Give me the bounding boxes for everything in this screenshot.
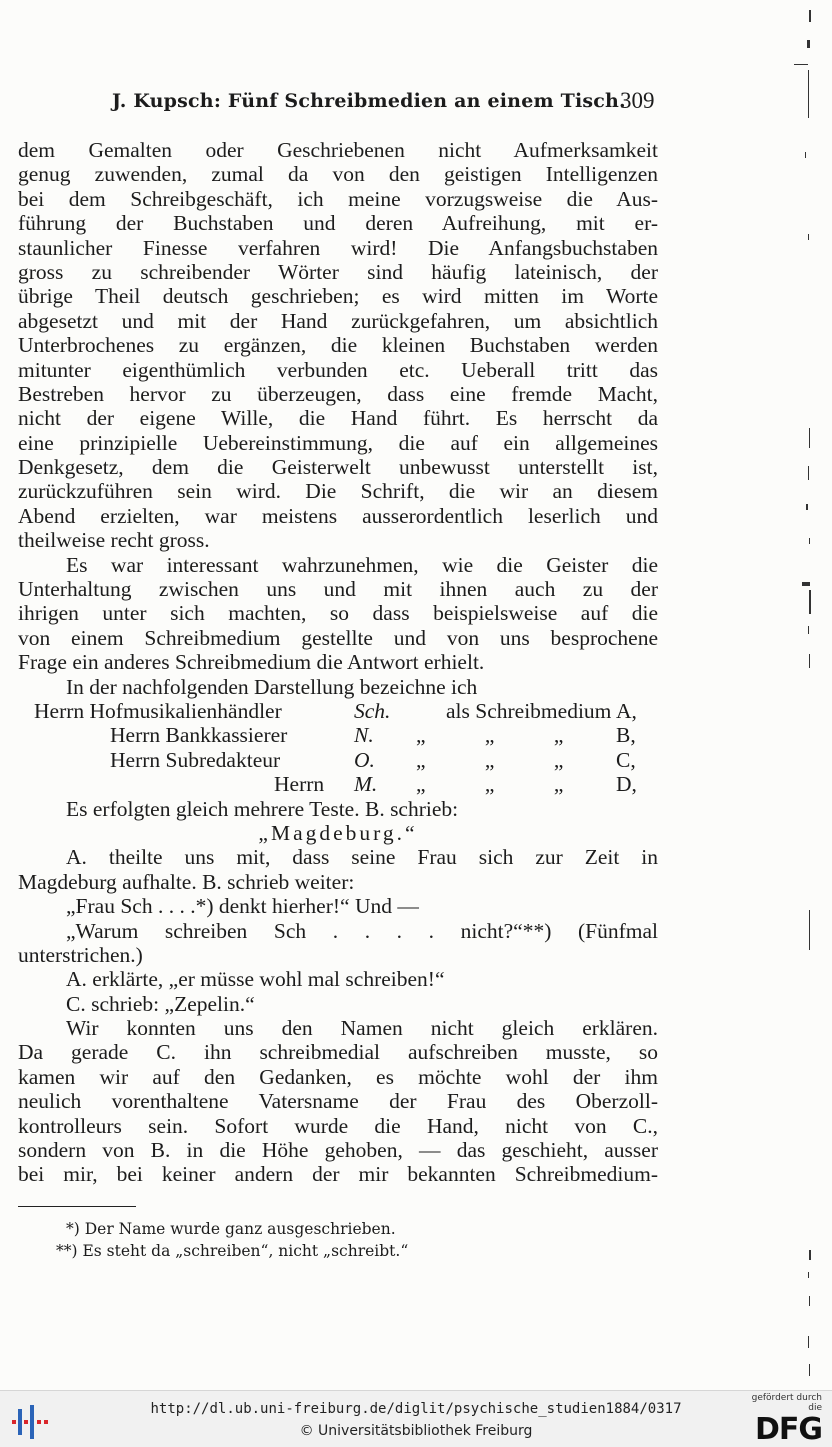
text-line: von einem Schreibmedium gestellte und von uns besprochene (18, 625, 658, 650)
medium-name: Herrn (274, 772, 325, 797)
text-line: A. theilte uns mit, dass seine Frau sich zur Zeit in (66, 845, 658, 870)
text-line: mitunter eigenthümlich verbunden etc. Ueberall tritt das (18, 357, 658, 382)
text-line: nicht der eigene Wille, die Hand führt. Es herrscht da (18, 406, 658, 431)
text-line: C. schrieb: „Zepelin.“ (66, 991, 255, 1016)
text-line: „Warum schreiben Sch . . . . nicht?“**) (Fünfmal (66, 918, 658, 943)
text-line: Wir konnten uns den Namen nicht gleich erklären. (66, 1016, 658, 1041)
text-line: dem Gemalten oder Geschriebenen nicht Aufmerksamkeit (18, 138, 658, 162)
medium-role: „ „ „ (416, 772, 564, 797)
text-line: sondern von B. in die Höhe gehoben, — das geschieht, ausser (18, 1138, 658, 1163)
medium-row (18, 748, 658, 772)
medium-letter: D, (616, 772, 637, 797)
text-line: bei dem Schreibgeschäft, ich meine vorzugsweise die Aus- (18, 186, 658, 211)
body-text (18, 138, 658, 1187)
text-line: A. erklärte, „er müsse wohl mal schreiben!“ (66, 967, 445, 992)
copyright-notice: © Universitätsbibliothek Freiburg (299, 1423, 533, 1439)
medium-role: „ „ „ (416, 723, 564, 748)
medium-list (18, 699, 658, 797)
page-number: 309 (620, 88, 655, 113)
text-line: Abend erzielten, war meistens ausserordentlich leserlich und (18, 503, 658, 528)
viewer-footer (0, 1390, 832, 1447)
text-line: Es erfolgten gleich mehrere Teste. B. schrieb: (66, 796, 459, 821)
text-line: „Magdeburg.“ (258, 820, 418, 845)
medium-abbr: O. (354, 747, 375, 772)
running-head: J. Kupsch: Fünf Schreibmedien an einem Tisch. (112, 90, 626, 112)
text-line: In der nachfolgenden Darstellung bezeichne ich (66, 674, 478, 699)
text-line: gross zu schreibender Wörter sind häufig lateinisch, der (18, 259, 658, 284)
text-line: neulich vorenthaltene Vatersname der Frau des Oberzoll- (18, 1089, 658, 1114)
text-line: staunlicher Finesse verfahren wird! Die Anfangsbuchstaben (18, 235, 658, 260)
medium-row (18, 699, 658, 723)
medium-letter: C, (616, 747, 636, 772)
text-line: Da gerade C. ihn schreibmedial aufschreiben musste, so (18, 1040, 658, 1065)
medium-letter: A, (616, 698, 637, 723)
footnote: *) Der Name wurde ganz ausgeschrieben. (66, 1220, 396, 1238)
dfg-wordmark: DFG (754, 1412, 822, 1447)
text-line: bei mir, bei keiner andern der mir bekannten Schreibmedium- (18, 1162, 658, 1187)
footnotes (56, 1218, 408, 1262)
scan-margin-marks (772, 0, 832, 1390)
medium-abbr: M. (354, 772, 378, 797)
text-line: Bestreben hervor zu überzeugen, dass eine fremde Macht, (18, 381, 658, 406)
text-line: Denkgesetz, dem die Geisterwelt unbewusst unterstellt ist, (18, 455, 658, 480)
medium-role: „ „ „ (416, 747, 564, 772)
medium-row (18, 723, 658, 747)
text-line: kamen wir auf den Gedanken, es möchte wohl der ihm (18, 1064, 658, 1089)
text-line: kontrolleurs sein. Sofort wurde die Hand, nicht von C., (18, 1113, 658, 1138)
dfg-tagline: gefördert durch die (751, 1393, 822, 1413)
text-line: unterstrichen.) (18, 942, 143, 967)
page-header (0, 86, 832, 118)
dfg-logo (736, 1393, 822, 1445)
text-line: Unterbrochenes zu ergänzen, die kleinen Buchstaben werden (18, 333, 658, 358)
text-line: „Frau Sch . . . .*) denkt hierher!“ Und — (66, 894, 419, 919)
text-line: Es war interessant wahrzunehmen, wie die Geister die (66, 552, 658, 577)
text-line: ihrigen unter sich machten, so dass beispielsweise auf die (18, 601, 658, 626)
text-line: Magdeburg aufhalte. B. schrieb weiter: (18, 869, 355, 894)
medium-row (18, 772, 658, 796)
text-line: Frage ein anderes Schreibmedium die Antwort erhielt. (18, 650, 485, 675)
medium-name: Herrn Hofmusikalienhändler (34, 698, 282, 723)
text-line: eine prinzipielle Uebereinstimmung, die auf ein allgemeines (18, 430, 658, 455)
text-line: übrige Theil deutsch geschrieben; es wird mitten im Worte (18, 284, 658, 309)
medium-letter: B, (616, 723, 636, 748)
text-line: abgesetzt und mit der Hand zurückgefahren, um absichtlich (18, 308, 658, 333)
permalink-url[interactable]: http://dl.ub.uni-freiburg.de/diglit/psychische_studien1884/0317 (150, 1401, 682, 1417)
medium-name: Herrn Subredakteur (110, 747, 281, 772)
text-line: Unterhaltung zwischen uns und mit ihnen auch zu der (18, 577, 658, 602)
footnote-rule (18, 1206, 136, 1207)
medium-name: Herrn Bankkassierer (110, 723, 288, 748)
footnote: **) Es steht da „schreiben“, nicht „schreibt.“ (56, 1242, 409, 1260)
text-line: genug zuwenden, zumal da von den geistigen Intelligenzen (18, 162, 658, 187)
text-line: theilweise recht gross. (18, 528, 210, 553)
medium-abbr: Sch. (354, 698, 391, 723)
medium-abbr: N. (354, 723, 374, 748)
text-line: führung der Buchstaben und deren Aufreihung, mit er- (18, 211, 658, 236)
text-line: zurückzuführen sein wird. Die Schrift, die wir an diesem (18, 479, 658, 504)
medium-role: als Schreibmedium (446, 698, 612, 723)
